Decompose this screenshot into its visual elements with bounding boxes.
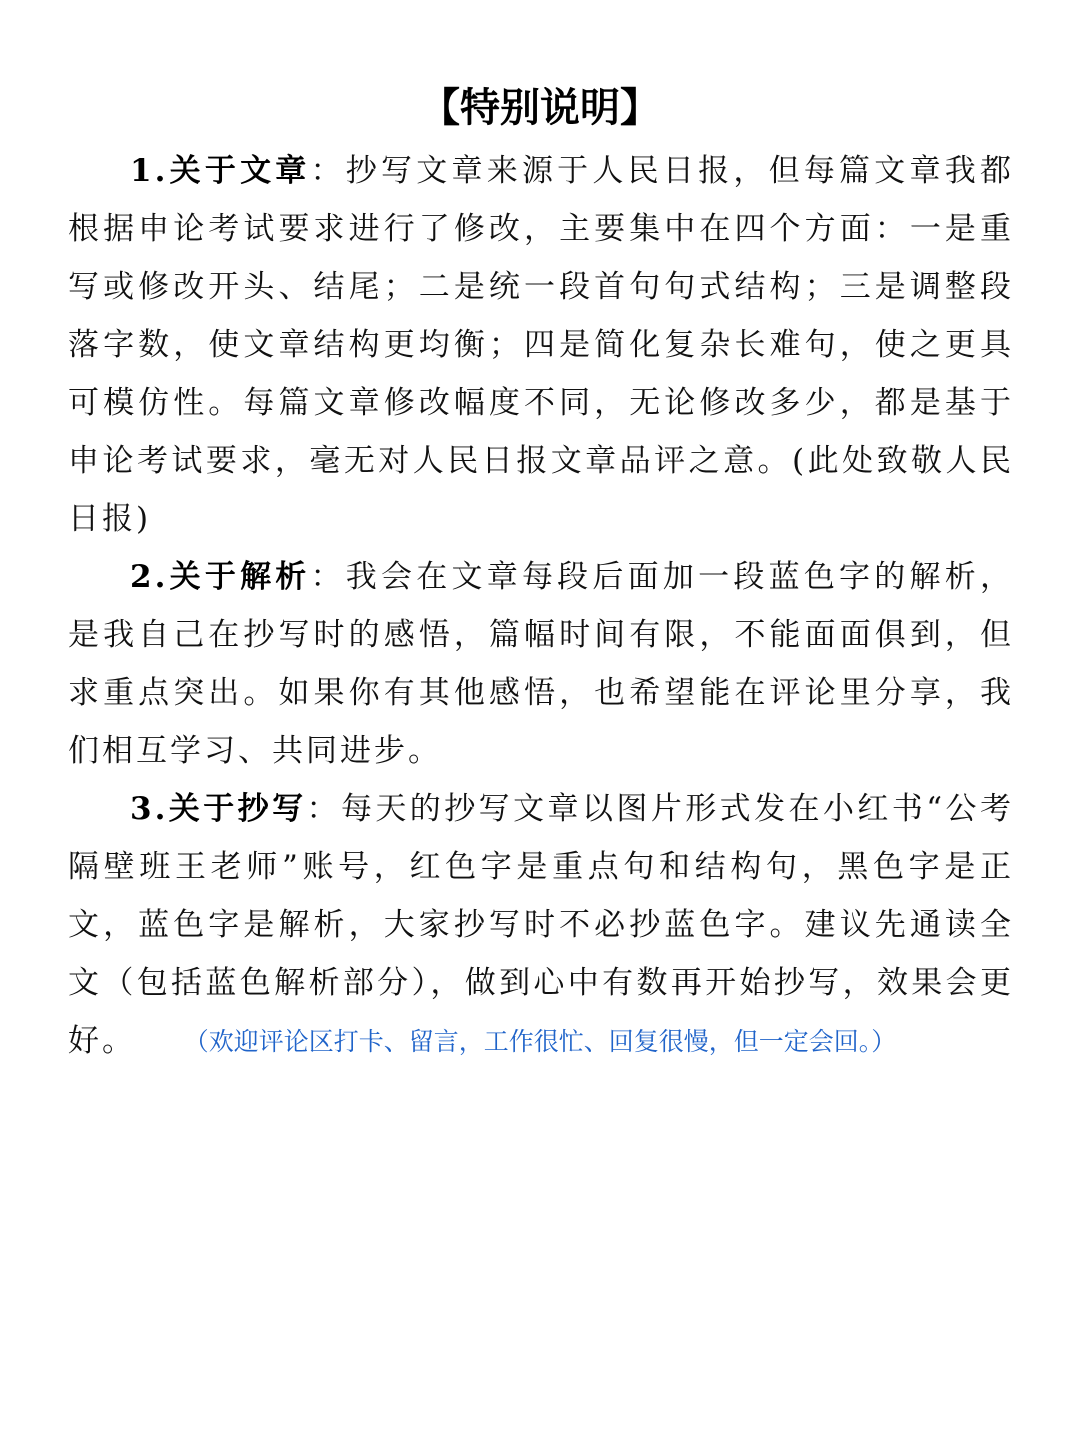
footer-note: （欢迎评论区打卡、留言，工作很忙、回复很慢，但一定会回。） [183,1027,897,1056]
note-section-article [68,142,1014,548]
section-heading: 3.关于抄写 [130,791,307,827]
section-body: ：我会在文章每段后面加一段蓝色字的解析，是我自己在抄写时的感悟，篇幅时间有限，不能面面俱到，但求重点突出。如果你有其他感悟，也希望能在评论里分享，我们相互学习、共同进步。 [68,559,1014,769]
section-heading: 1.关于文章 [130,153,311,189]
page-title: 【特别说明】 [420,85,660,131]
section-body: ：抄写文章来源于人民日报，但每篇文章我都根据申论考试要求进行了修改，主要集中在四个方面：一是重写或修改开头、结尾；二是统一段首句句式结构；三是调整段落字数，使文章结构更均衡；四是简化复杂长难句，使之更具可模仿性。每篇文章修改幅度不同，无论修改多少，都是基于申论考试要求，毫无对人民日报文章品评之意。(此处致敬人民日报) [68,153,1014,537]
note-section-analysis [68,548,1014,780]
section-body: ：每天的抄写文章以图片形式发在小红书“公考隔壁班王老师”账号，红色字是重点句和结构句，黑色字是正文，蓝色字是解析，大家抄写时不必抄蓝色字。建议先通读全文（包括蓝色解析部分），做到心中有数再开始抄写，效果会更好。 [68,791,1014,1059]
section-heading: 2.关于解析 [130,559,311,595]
notes-content [68,142,1014,1070]
